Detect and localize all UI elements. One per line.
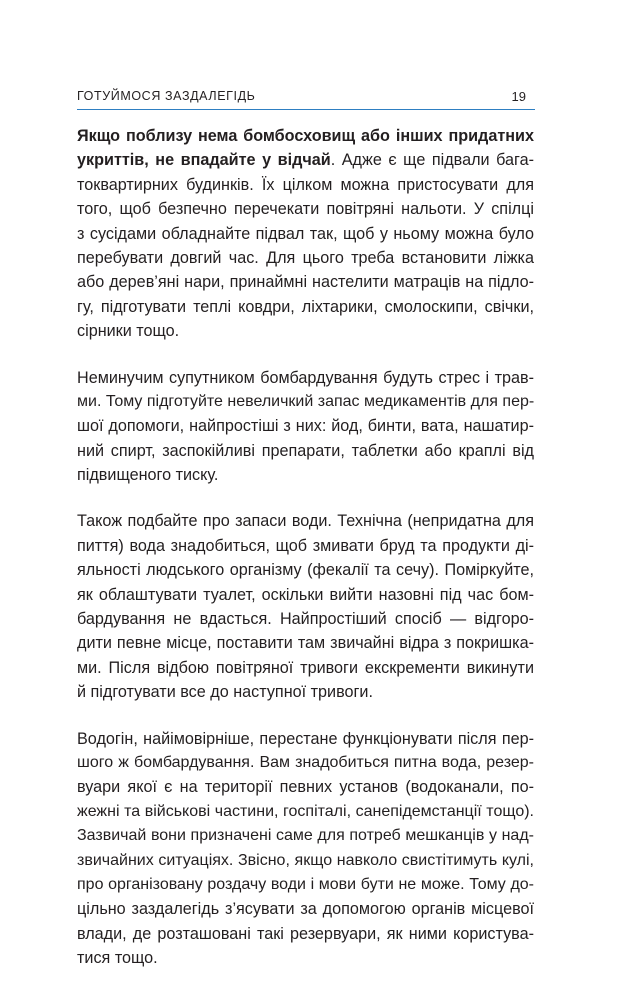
text-line	[77, 631, 534, 655]
text-run: ми. Тому підготуйте невеличкий запас медикаментів для пер-	[77, 392, 535, 410]
text-line	[77, 824, 534, 848]
text-run: перебувати довгий час. Для цього треба встановити ліжка	[77, 248, 534, 267]
text-line	[77, 727, 534, 751]
text-run: сірники тощо.	[77, 322, 180, 341]
header-rule	[77, 109, 535, 110]
bold-text-run: Якщо поблизу нема бомбосховищ або інших придатних	[77, 127, 534, 145]
text-run: або дерев’яні нари, принаймні настелити матраців на підло-	[77, 273, 534, 292]
text-line	[77, 751, 534, 775]
text-run: вуари якої є на території певних установ (водоканали, по-	[77, 778, 534, 797]
text-line	[77, 656, 534, 680]
text-run: тися тощо.	[77, 949, 158, 968]
text-line	[77, 558, 534, 582]
text-line	[77, 173, 534, 197]
paragraph	[77, 509, 534, 704]
text-run: влади, де розташовані такі резервуари, як ними користува-	[77, 924, 534, 943]
text-run: звичайних ситуаціях. Звісно, якщо навколо свистітимуть кулі,	[77, 851, 534, 869]
text-line	[77, 922, 534, 946]
running-header	[77, 89, 535, 107]
text-run: про організовану роздачу води і мови бути не може. Тому до-	[77, 875, 534, 893]
text-line	[77, 946, 534, 970]
text-run: ми. Після відбою повітряної тривоги екскременти викинути	[77, 658, 534, 677]
paragraph	[77, 727, 534, 971]
running-title: ГОТУЙМОСЯ ЗАЗДАЛЕГІДЬ	[77, 89, 256, 103]
page-number: 19	[511, 89, 526, 104]
text-run: шого ж бомбардування. Вам знадобиться питна вода, резер-	[77, 753, 534, 771]
text-run: . Адже є ще підвали бага-	[330, 151, 534, 170]
text-line	[77, 607, 534, 631]
text-run: ний спирт, заспокійливі препарати, таблетки або краплі від	[77, 441, 534, 460]
text-line	[77, 414, 534, 438]
text-run: бардування не вдасться. Найпростіший спосіб — відгоро-	[77, 610, 534, 629]
text-line	[77, 148, 534, 172]
bold-text-run: укриттів, не впадайте у відчай	[77, 151, 331, 170]
text-run: з сусідами обладнайте підвал так, щоб у ньому можна було	[77, 224, 534, 243]
text-run: дити певне місце, поставити там звичайні відра з покришка-	[77, 634, 534, 653]
text-line	[77, 800, 534, 824]
text-line	[77, 509, 534, 533]
text-line	[77, 583, 534, 607]
text-line	[77, 439, 534, 463]
body-text	[77, 124, 534, 993]
text-line	[77, 849, 534, 873]
text-line	[77, 124, 534, 148]
text-line	[77, 534, 534, 558]
text-run: Зазвичай вони призначені саме для потреб мешканців у над-	[77, 827, 534, 845]
text-line	[77, 873, 534, 897]
text-line	[77, 222, 534, 246]
text-run: й підготувати все до наступної тривоги.	[77, 683, 373, 702]
text-run: токвартирних будинків. Їх цілком можна пристосувати для	[77, 175, 534, 194]
text-run: Також подбайте про запаси води. Технічна (непридатна для	[77, 512, 534, 531]
text-run: жежні та військові частини, госпіталі, санепідемстанції тощо).	[77, 802, 534, 820]
text-run: яльності людського організму (фекалії та сечу). Поміркуйте,	[77, 561, 534, 580]
text-line	[77, 319, 534, 343]
text-run: Водогін, найімовірніше, перестане функціонувати після пер-	[77, 729, 534, 748]
text-run: гу, підготувати теплі ковдри, ліхтарики, смолоскипи, свічки,	[77, 297, 534, 316]
text-line	[77, 366, 534, 390]
text-run: Неминучим супутником бомбардування будуть стрес і трав-	[77, 368, 534, 387]
text-line	[77, 463, 534, 487]
paragraph	[77, 124, 534, 344]
text-line	[77, 680, 534, 704]
text-line	[77, 390, 534, 414]
paragraph	[77, 366, 534, 488]
text-run: як облаштувати туалет, оскільки вийти назовні під час бом-	[77, 585, 534, 604]
text-run: цільно заздалегідь з’ясувати за допомогою органів місцевої	[77, 900, 534, 919]
text-line	[77, 197, 534, 221]
text-run: шої допомоги, найпростіші з них: йод, бинти, вата, нашатир-	[77, 417, 534, 436]
text-line	[77, 295, 534, 319]
text-line	[77, 270, 534, 294]
text-run: пиття) вода знадобиться, щоб змивати бруд та продукти ді-	[77, 536, 534, 555]
text-run: підвищеного тиску.	[77, 466, 219, 485]
text-line	[77, 246, 534, 270]
text-line	[77, 897, 534, 921]
text-line	[77, 775, 534, 799]
text-run: того, щоб безпечно перечекати повітряні нальоти. У спілці	[77, 200, 534, 219]
